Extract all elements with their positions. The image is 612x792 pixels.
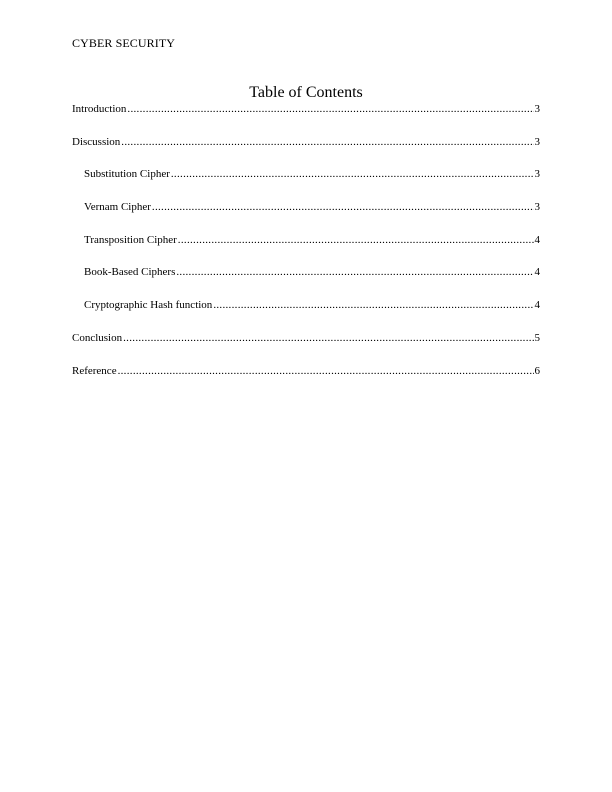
toc-entry-page: 4 <box>534 233 540 246</box>
dot-leader <box>121 134 533 150</box>
toc-entry-reference[interactable] <box>72 363 540 396</box>
dot-leader <box>127 101 533 117</box>
dot-leader <box>152 199 534 215</box>
toc-entry-page: 3 <box>534 168 540 181</box>
dot-leader <box>176 264 533 280</box>
running-header: CYBER SECURITY <box>72 36 176 50</box>
toc-entry-discussion[interactable] <box>72 134 540 167</box>
dot-leader <box>171 166 534 182</box>
toc-entry-label: Discussion <box>72 135 121 148</box>
toc-entry-label: Vernam Cipher <box>84 201 151 214</box>
toc-entry-label: Introduction <box>72 103 127 115</box>
toc-entry-conclusion[interactable] <box>72 330 540 363</box>
toc-entry-substitution-cipher[interactable] <box>72 166 540 199</box>
toc-entry-label: Conclusion <box>72 331 123 344</box>
dot-leader <box>213 297 533 313</box>
toc-entry-page: 3 <box>534 201 540 214</box>
toc-entry-page: 5 <box>534 331 540 344</box>
table-of-contents <box>72 101 540 395</box>
toc-entry-page: 4 <box>534 299 540 312</box>
toc-entry-page: 3 <box>534 135 540 148</box>
dot-leader <box>118 363 534 379</box>
toc-entry-transposition-cipher[interactable] <box>72 232 540 265</box>
toc-entry-page: 3 <box>534 103 540 115</box>
toc-entry-vernam-cipher[interactable] <box>72 199 540 232</box>
toc-entry-label: Reference <box>72 364 117 377</box>
toc-entry-page: 6 <box>534 364 540 377</box>
toc-entry-label: Transposition Cipher <box>84 233 177 246</box>
toc-entry-label: Substitution Cipher <box>84 168 170 181</box>
toc-entry-introduction[interactable] <box>72 101 540 134</box>
toc-title: Table of Contents <box>249 84 363 101</box>
toc-entry-book-based-ciphers[interactable] <box>72 264 540 297</box>
toc-entry-label: Book-Based Ciphers <box>84 266 176 279</box>
dot-leader <box>123 330 533 346</box>
toc-entry-cryptographic-hash-function[interactable] <box>72 297 540 330</box>
toc-entry-label: Cryptographic Hash function <box>84 299 213 312</box>
dot-leader <box>178 232 534 248</box>
toc-entry-page: 4 <box>534 266 540 279</box>
